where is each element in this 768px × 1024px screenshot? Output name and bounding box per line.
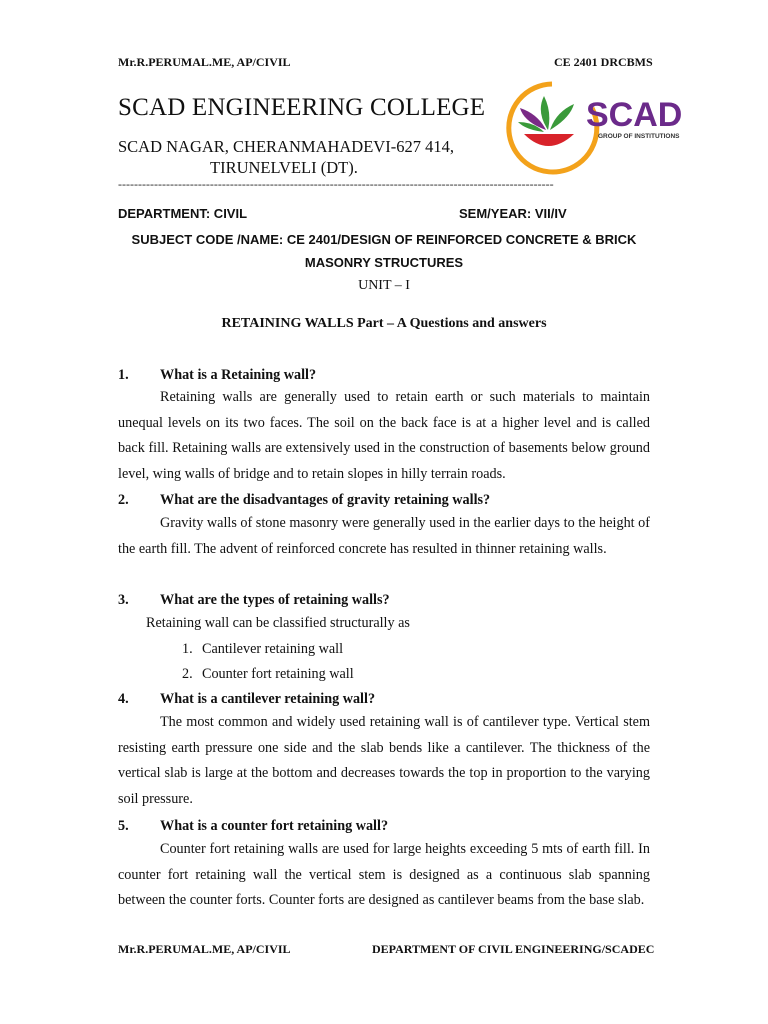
question-1 [118, 367, 317, 384]
logo-wordmark: SCAD [586, 96, 683, 134]
footer-department: DEPARTMENT OF CIVIL ENGINEERING/SCADEC [372, 942, 655, 956]
answer-1 [118, 385, 650, 487]
question-number: 5. [118, 818, 129, 834]
list-item: 1. Cantilever retaining wall [182, 641, 344, 657]
answer-text: The most common and widely used retaining wall is of cantilever type. Vertical stem resisting earth pressure one side and the slab bends like a cantilever. The thickness of the vertical slab is large at the bottom and decreases towards the top in proportion to the varying soil pressure. [118, 714, 650, 807]
sem-year-label: SEM/YEAR: VII/IV [459, 206, 567, 221]
question-3 [118, 592, 390, 609]
question-number: 4. [118, 691, 129, 707]
scad-logo [500, 78, 683, 176]
subject-line-2: MASONRY STRUCTURES [304, 255, 464, 270]
question-text: What are the types of retaining walls? [160, 592, 390, 608]
list-item: 2. Counter fort retaining wall [182, 666, 354, 682]
question-text: What are the disadvantages of gravity retaining walls? [160, 492, 491, 508]
department-label: DEPARTMENT: CIVIL [118, 206, 248, 221]
answer-text: Gravity walls of stone masonry were generally used in the earlier days to the height of the earth fill. The advent of reinforced concrete has resulted in thinner retaining walls. [118, 515, 650, 557]
section-title: RETAINING WALLS Part – A Questions and answers [221, 316, 547, 331]
question-text: What is a Retaining wall? [160, 367, 317, 383]
answer-5 [118, 837, 650, 914]
answer-text: Retaining walls are generally used to retain earth or such materials to maintain unequal levels on its two faces. The soil on the back face is at a higher level and is called back fill. Retaining walls are extensively used in the construction of basements below ground level, wing walls of bridge and to retain slopes in hilly terrain roads. [118, 389, 650, 482]
question-number: 2. [118, 492, 129, 508]
question-text: What is a cantilever retaining wall? [160, 691, 376, 707]
question-2 [118, 492, 491, 509]
unit-label: UNIT – I [358, 278, 410, 293]
answer-2 [118, 511, 650, 562]
answer-text: Counter fort retaining walls are used for large heights exceeding 5 mts of earth fill. In counter fort retaining wall the vertical stem is designed as a continuous slab spanning between the counter forts. Counter forts are designed as cantilever beams from the base slab. [118, 841, 650, 908]
college-name: SCAD ENGINEERING COLLEGE [118, 94, 486, 121]
header-course-code: CE 2401 DRCBMS [554, 55, 653, 69]
college-address-line1: SCAD NAGAR, CHERANMAHADEVI-627 414, [118, 137, 454, 156]
header-author: Mr.R.PERUMAL.ME, AP/CIVIL [118, 55, 291, 69]
question-5 [118, 818, 389, 835]
answer-4 [118, 710, 650, 812]
question-4 [118, 691, 376, 708]
logo-tagline: GROUP OF INSTITUTIONS [598, 133, 680, 140]
question-number: 1. [118, 367, 129, 383]
footer-author: Mr.R.PERUMAL.ME, AP/CIVIL [118, 942, 291, 956]
scad-logo-icon [500, 78, 683, 176]
question-number: 3. [118, 592, 129, 608]
subject-line-1: SUBJECT CODE /NAME: CE 2401/DESIGN OF REINFORCED CONCRETE & BRICK [131, 232, 637, 247]
header-divider: ------------------------------------------------------------------------------------------------------------- [118, 177, 554, 191]
college-address-line2: TIRUNELVELI (DT). [210, 158, 358, 177]
answer-3: Retaining wall can be classified structurally as [146, 615, 410, 631]
question-text: What is a counter fort retaining wall? [160, 818, 389, 834]
